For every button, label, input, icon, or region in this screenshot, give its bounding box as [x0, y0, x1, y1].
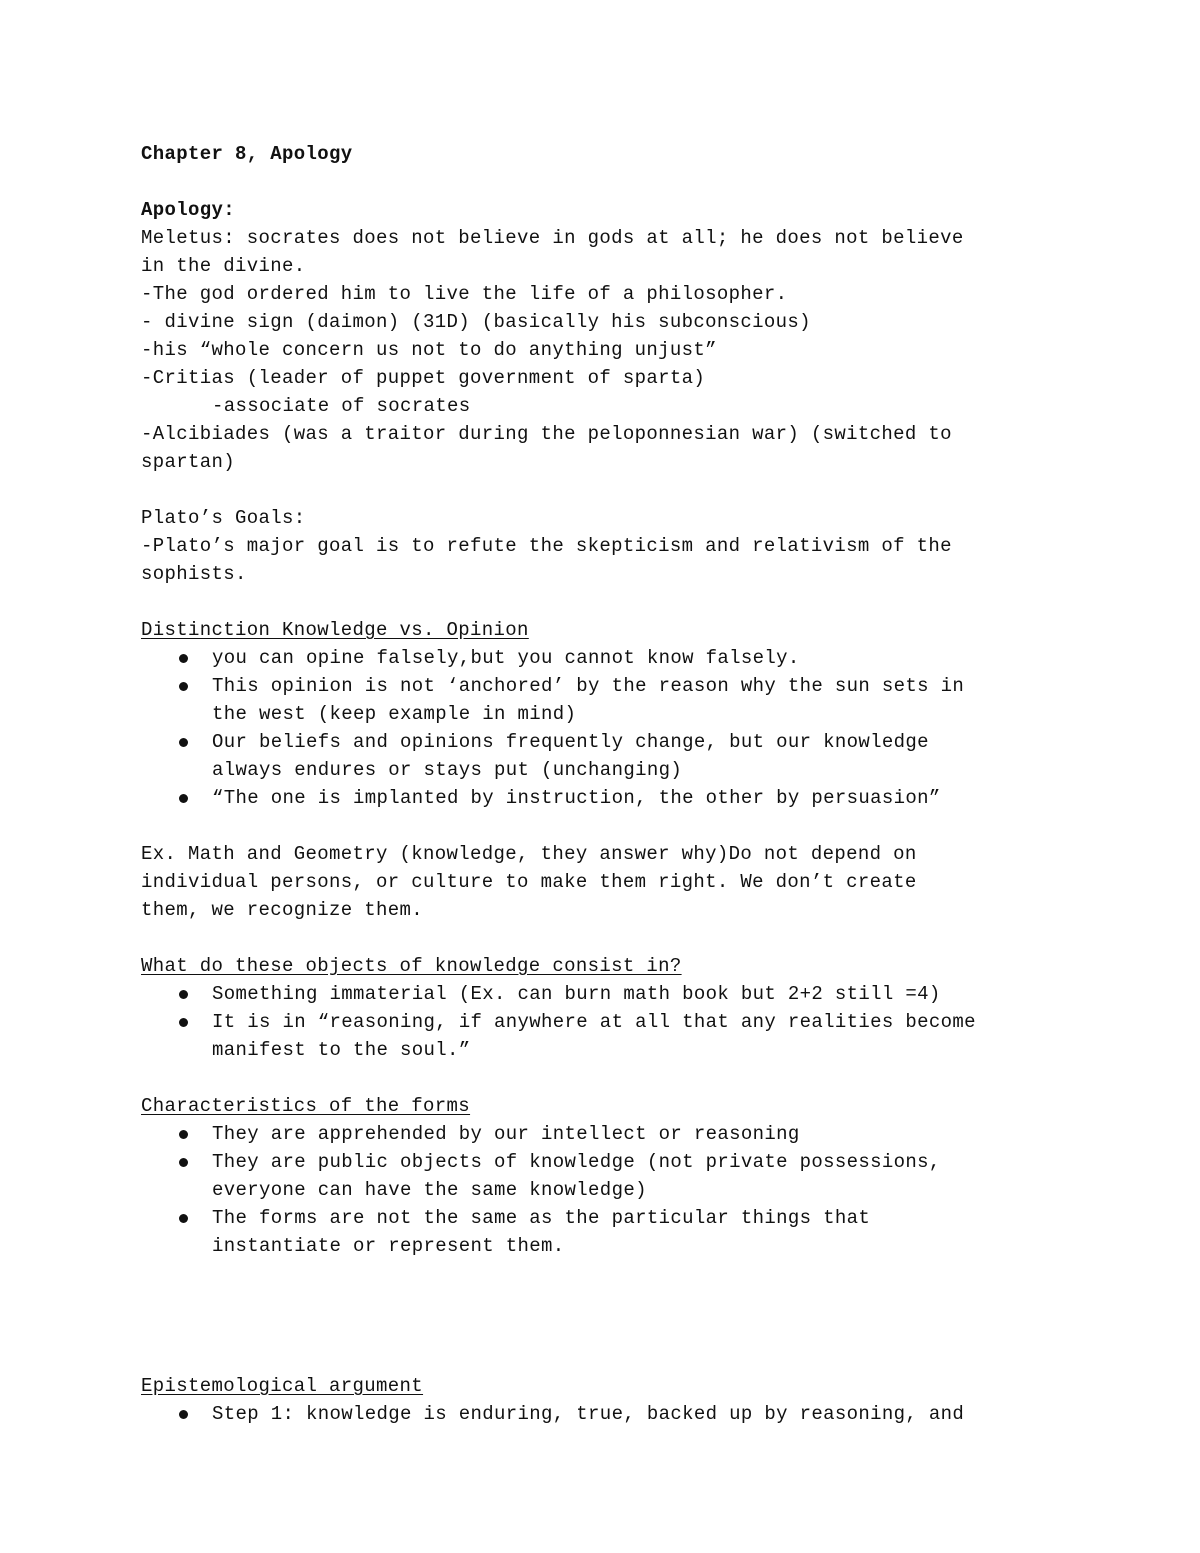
- spacer: [141, 1064, 1071, 1092]
- bullet-icon: [179, 738, 188, 747]
- spacer: [141, 1344, 1071, 1372]
- bullet-icon: [179, 1158, 188, 1167]
- bullet-text: manifest to the soul.”: [212, 1039, 471, 1061]
- bullet-text: They are apprehended by our intellect or reasoning: [212, 1123, 800, 1145]
- text-line: - divine sign (daimon) (31D) (basically his subconscious): [141, 311, 811, 333]
- bullet-icon: [179, 1410, 188, 1419]
- bullet-text: Step 1: knowledge is enduring, true, backed up by reasoning, and: [212, 1403, 965, 1425]
- list-item: [141, 1148, 1071, 1204]
- text-line: Meletus: socrates does not believe in gods at all; he does not believe: [141, 227, 964, 249]
- spacer: [141, 168, 1071, 196]
- forms-heading: Characteristics of the forms: [141, 1095, 471, 1117]
- spacer: [141, 588, 1071, 616]
- bullet-text: you can opine falsely,but you cannot know falsely.: [212, 647, 800, 669]
- text-line: sophists.: [141, 563, 247, 585]
- bullet-text: The forms are not the same as the particular things that: [212, 1207, 871, 1229]
- document-title: Chapter 8, Apology: [141, 143, 353, 165]
- list-item: [141, 1204, 1071, 1260]
- spacer: [141, 1260, 1071, 1288]
- bullet-text: instantiate or represent them.: [212, 1235, 565, 1257]
- bullet-icon: [179, 682, 188, 691]
- bullet-text: the west (keep example in mind): [212, 703, 577, 725]
- text-line: individual persons, or culture to make them right. We don’t create: [141, 871, 917, 893]
- indented-text-line: -associate of socrates: [212, 395, 471, 417]
- list-item: [141, 1400, 1071, 1428]
- text-line: -Critias (leader of puppet government of sparta): [141, 367, 706, 389]
- objects-heading: What do these objects of knowledge consist in?: [141, 955, 682, 977]
- text-line: -Plato’s major goal is to refute the skepticism and relativism of the: [141, 535, 952, 557]
- list-item: [141, 784, 1071, 812]
- spacer: [141, 1288, 1071, 1316]
- bullet-text: everyone can have the same knowledge): [212, 1179, 647, 1201]
- list-item: [141, 1120, 1071, 1148]
- text-line: -Alcibiades (was a traitor during the peloponnesian war) (switched to: [141, 423, 952, 445]
- bullet-icon: [179, 794, 188, 803]
- bullet-text: This opinion is not ‘anchored’ by the reason why the sun sets in: [212, 675, 965, 697]
- distinction-bullet-list: [141, 644, 1071, 812]
- text-line: in the divine.: [141, 255, 306, 277]
- list-item: [141, 728, 1071, 784]
- plato-goals-heading: Plato’s Goals:: [141, 507, 306, 529]
- bullet-text: always endures or stays put (unchanging): [212, 759, 683, 781]
- text-line: -his “whole concern us not to do anything unjust”: [141, 339, 717, 361]
- bullet-text: Our beliefs and opinions frequently change, but our knowledge: [212, 731, 929, 753]
- list-item: [141, 1008, 1071, 1064]
- bullet-icon: [179, 1130, 188, 1139]
- apology-heading: Apology:: [141, 199, 236, 221]
- spacer: [141, 476, 1071, 504]
- bullet-text: Something immaterial (Ex. can burn math book but 2+2 still =4): [212, 983, 941, 1005]
- bullet-text: “The one is implanted by instruction, the other by persuasion”: [212, 787, 941, 809]
- list-item: [141, 644, 1071, 672]
- spacer: [141, 924, 1071, 952]
- bullet-icon: [179, 1018, 188, 1027]
- text-line: them, we recognize them.: [141, 899, 424, 921]
- objects-bullet-list: [141, 980, 1071, 1064]
- document-body: [141, 140, 1071, 1428]
- text-line: Ex. Math and Geometry (knowledge, they answer why)Do not depend on: [141, 843, 917, 865]
- spacer: [141, 812, 1071, 840]
- text-line: spartan): [141, 451, 236, 473]
- bullet-icon: [179, 654, 188, 663]
- list-item: [141, 672, 1071, 728]
- spacer: [141, 1316, 1071, 1344]
- epistemological-heading: Epistemological argument: [141, 1375, 424, 1397]
- text-line: -The god ordered him to live the life of a philosopher.: [141, 283, 788, 305]
- bullet-text: They are public objects of knowledge (not private possessions,: [212, 1151, 941, 1173]
- distinction-heading: Distinction Knowledge vs. Opinion: [141, 619, 529, 641]
- bullet-icon: [179, 1214, 188, 1223]
- forms-bullet-list: [141, 1120, 1071, 1260]
- bullet-text: It is in “reasoning, if anywhere at all that any realities become: [212, 1011, 976, 1033]
- bullet-icon: [179, 990, 188, 999]
- list-item: [141, 980, 1071, 1008]
- epistemological-bullet-list: [141, 1400, 1071, 1428]
